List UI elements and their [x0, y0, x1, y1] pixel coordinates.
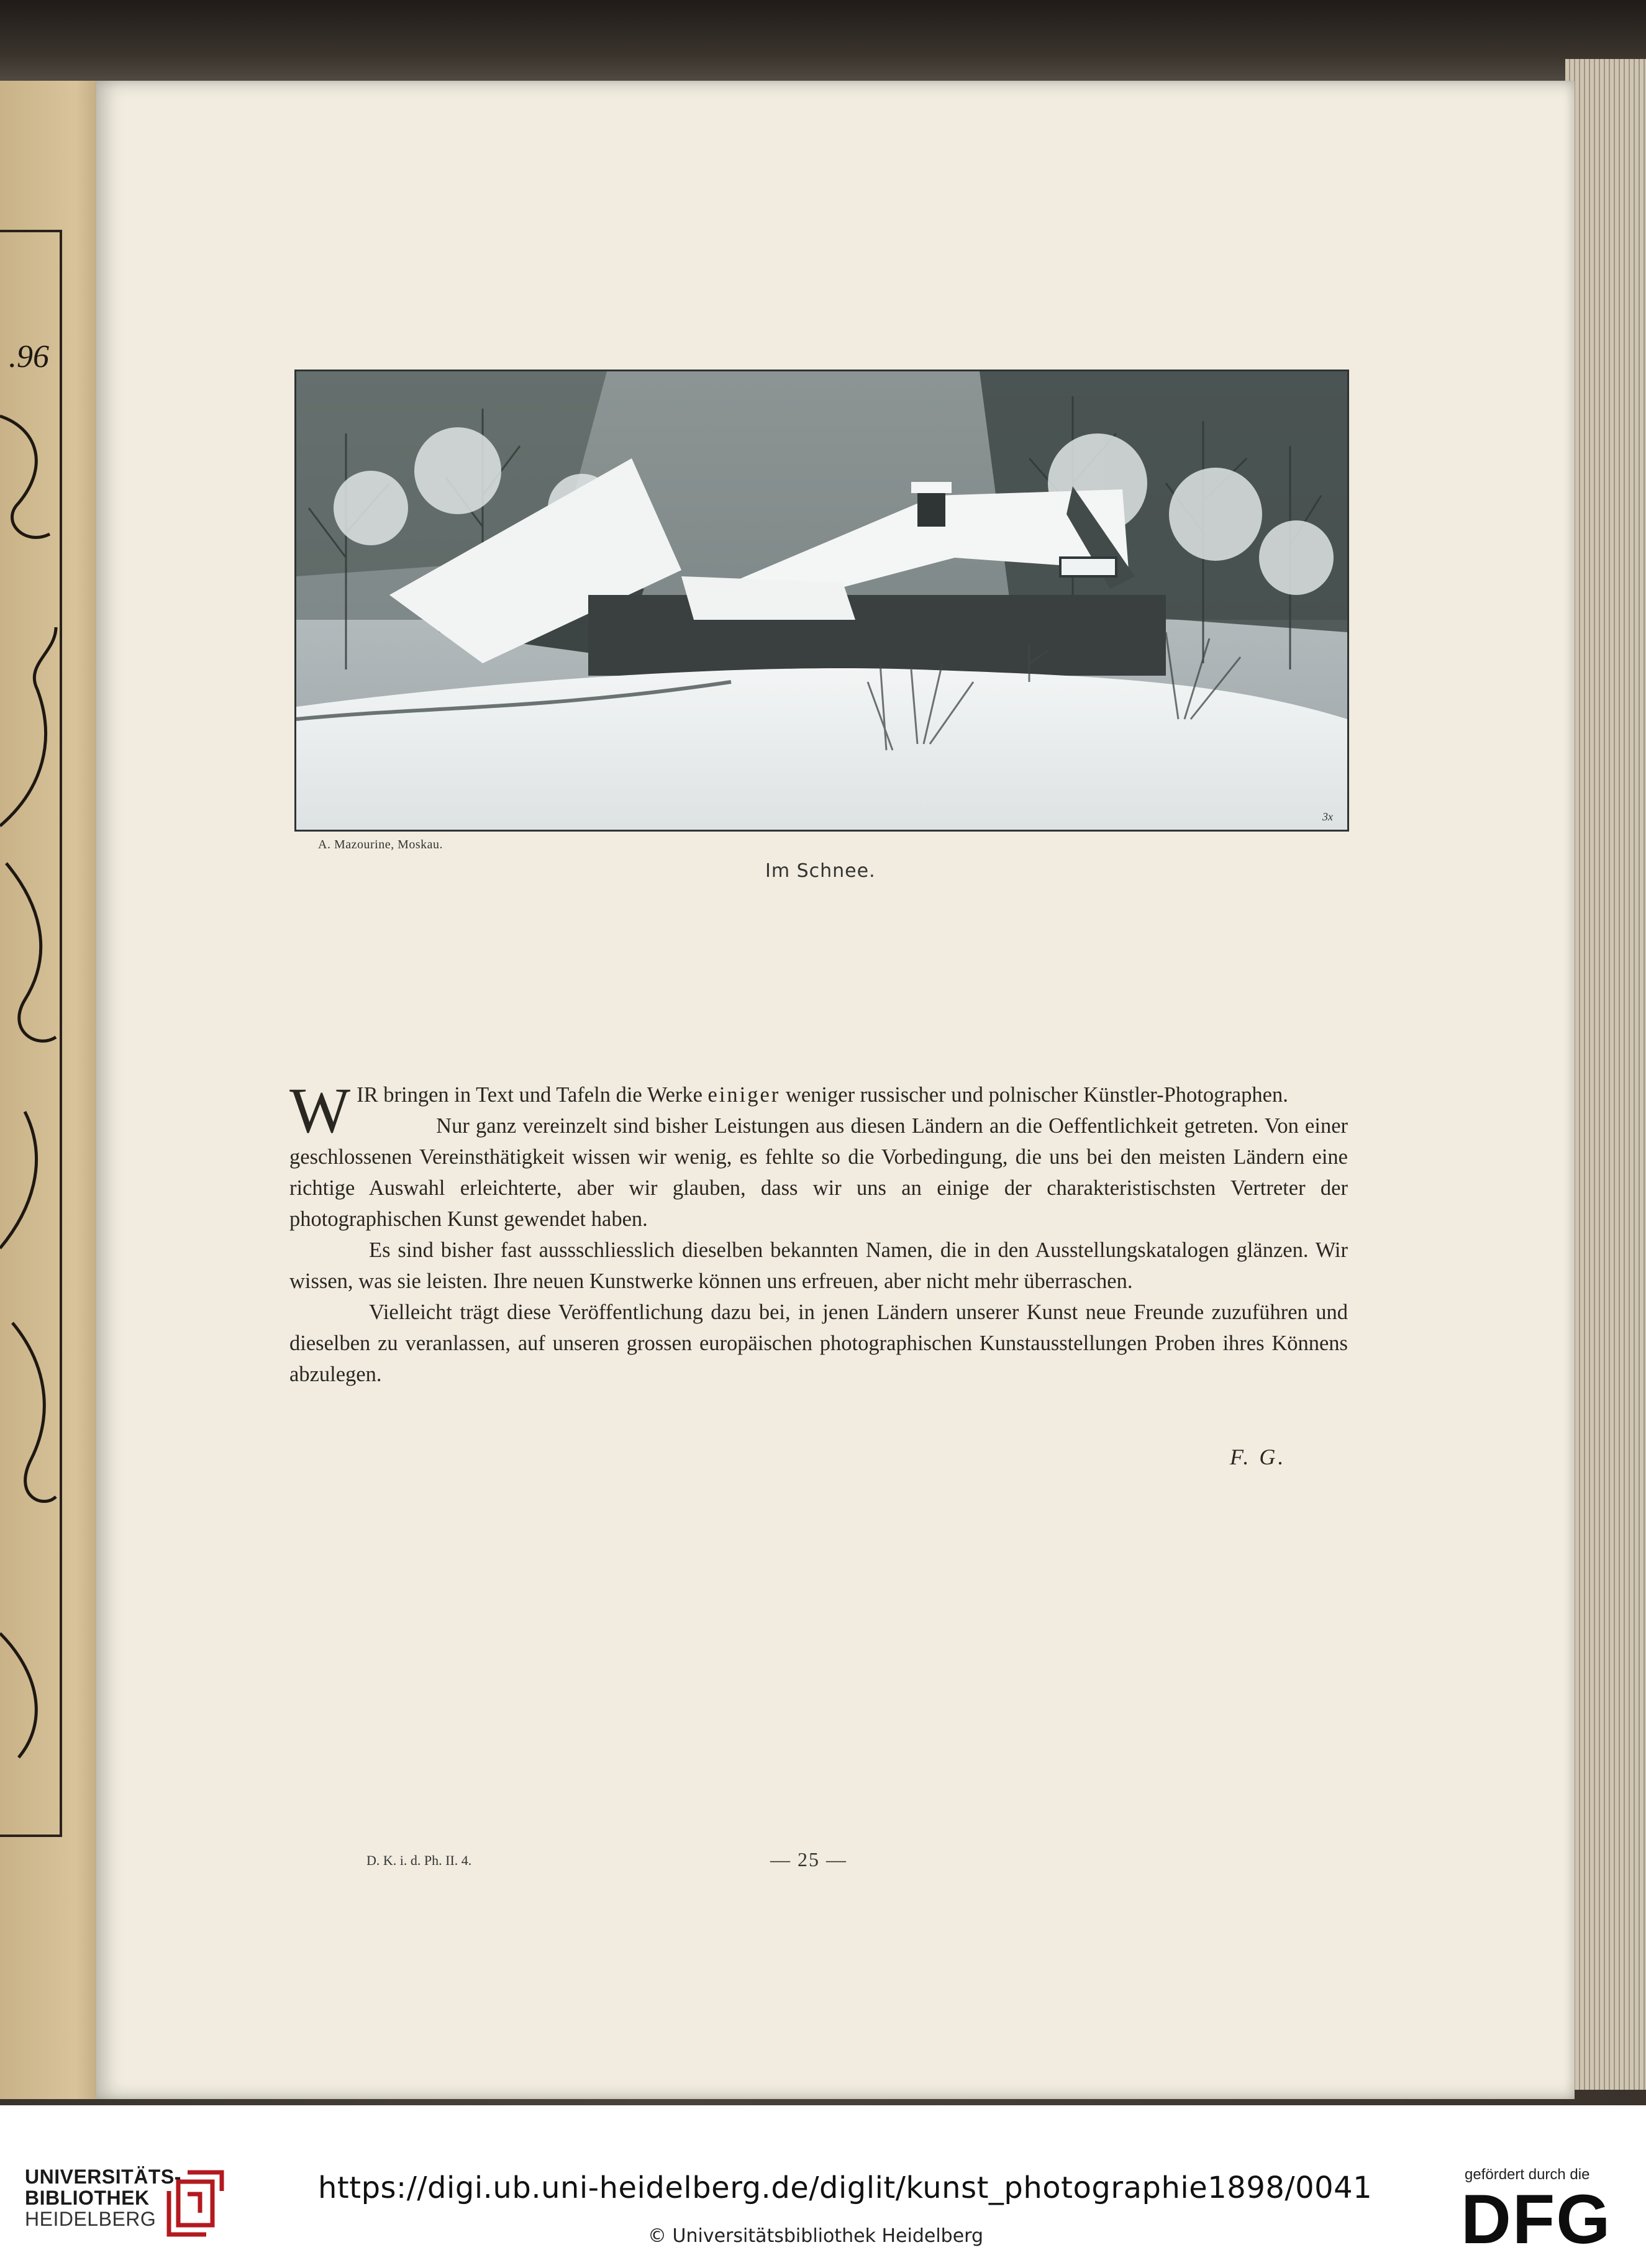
document-url[interactable]: https://digi.ub.uni-heidelberg.de/diglit/kunst_photographie1898/0041: [318, 2170, 1373, 2205]
floral-ornament-icon: [0, 391, 60, 1807]
previous-page-edge: [0, 81, 111, 2099]
photo-credit: A. Mazourine, Moskau.: [318, 838, 443, 851]
photograph-im-schnee: [294, 370, 1349, 832]
photo-caption: Im Schnee.: [765, 860, 876, 882]
paragraph-1-part-b: weniger russischer und polnischer Künstler-Photographen.: [780, 1083, 1288, 1107]
article-text: [289, 1075, 1348, 1390]
signature-initials: F. G.: [1230, 1445, 1286, 1469]
page-number: — 25 —: [770, 1848, 847, 1871]
spaced-word: einiger: [707, 1083, 781, 1107]
dfg-logo[interactable]: DFG: [1461, 2180, 1612, 2258]
paragraph-4: Vielleicht trägt diese Veröffentlichung dazu bei, in jenen Ländern unserer Kunst neue Freunde zuzuführen und dieselben zu veranlassen, auf unseren grossen europäischen photographischen Kunstausstellungen Proben ihres Könnens abzulegen.: [289, 1300, 1348, 1386]
previous-page-number: .96: [9, 339, 49, 374]
library-name-line-1: UNIVERSITÄTS-: [25, 2166, 181, 2188]
snow-scene-image: [296, 371, 1347, 830]
drop-capital: W: [289, 1075, 351, 1146]
journal-reference: D. K. i. d. Ph. II. 4.: [366, 1853, 472, 1868]
photo-monogram: 3x: [1322, 810, 1333, 823]
paragraph-3: Es sind bisher fast aussschliesslich dieselben bekannten Namen, die in den Ausstellungskatalogen glänzen. Wir wissen, was sie leisten. Ihre neuen Kunstwerke können uns erfreuen, aber nicht mehr überraschen.: [289, 1238, 1348, 1293]
copyright-notice: © Universitätsbibliothek Heidelberg: [648, 2225, 984, 2247]
paragraph-1: [289, 1075, 1348, 1146]
library-name-line-3: HEIDELBERG: [25, 2208, 157, 2230]
paragraph-2: Nur ganz vereinzelt sind bisher Leistungen aus diesen Ländern an die Oeffentlichkeit getreten. Von einer geschlossenen Vereinsthätigkeit wissen wir wenig, es fehlte so die Vorbedingung, die uns bei den meisten Ländern eine richtige Auswahl erleichterte, aber wir glauben, dass wir uns an einige der charakteristischsten Vertreter der photographischen Kunst gewendet haben.: [289, 1114, 1348, 1231]
book-top-edge: [0, 0, 1646, 93]
book-page-stack: [1565, 59, 1646, 2090]
funding-label: gefördert durch die: [1465, 2166, 1590, 2183]
library-name-line-2: BIBLIOTHEK: [25, 2187, 150, 2209]
paragraph-1-part-a: IR bringen in Text und Tafeln die Werke: [357, 1083, 708, 1107]
library-emblem-icon: [163, 2166, 231, 2241]
